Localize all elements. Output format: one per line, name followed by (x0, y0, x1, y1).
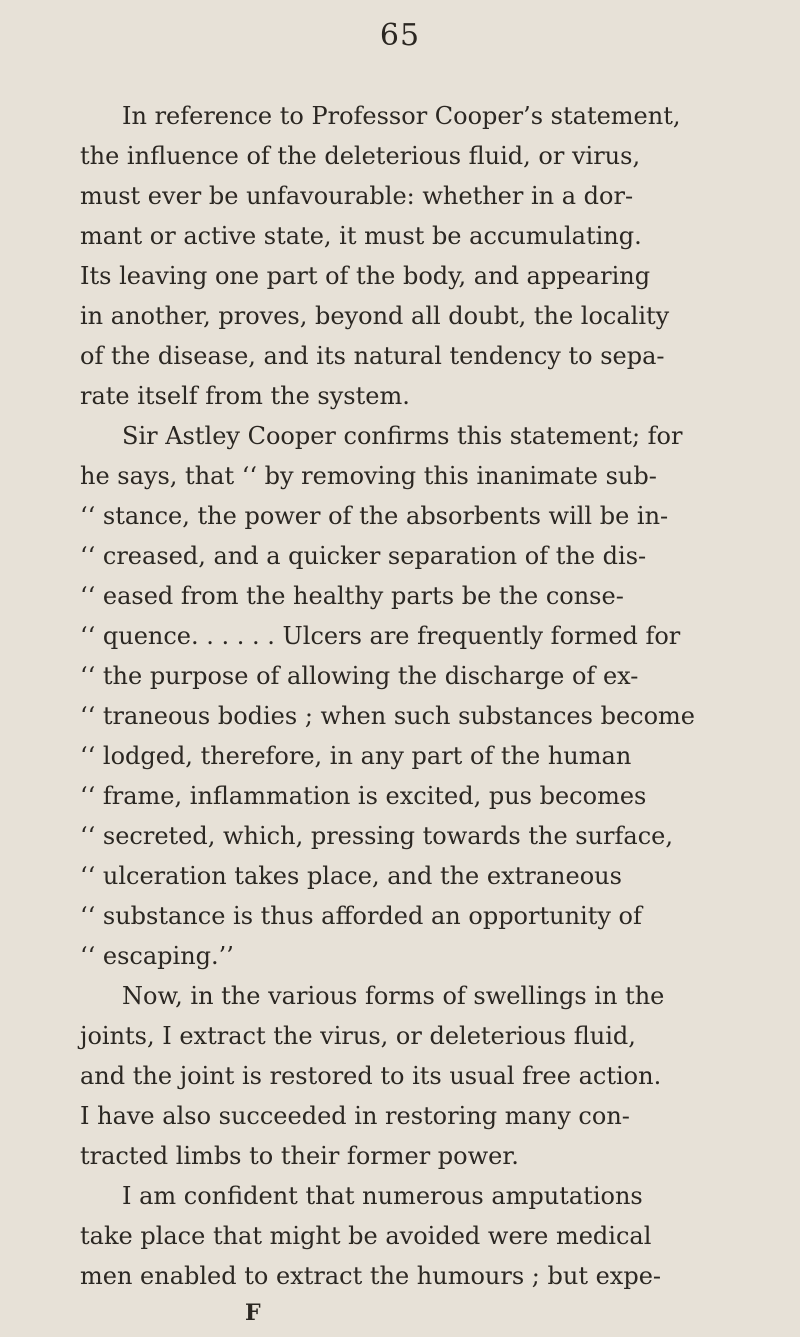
text-line-26: I have also succeeded in restoring many con- (80, 1102, 630, 1130)
text-line-18: ‘‘ frame, inflammation is excited, pus becomes (80, 782, 647, 810)
text-line-4: mant or active state, it must be accumulating. (80, 222, 642, 250)
text-line-24: joints, I extract the virus, or deleterious fluid, (80, 1022, 636, 1050)
text-line-28: I am confident that numerous amputations (122, 1182, 643, 1210)
text-line-14: ‘‘ quence. . . . . . Ulcers are frequently formed for (80, 622, 681, 650)
text-line-1: In reference to Professor Cooper’s statement, (122, 102, 681, 130)
text-line-19: ‘‘ secreted, which, pressing towards the surface, (80, 822, 673, 850)
text-line-6: in another, proves, beyond all doubt, the locality (80, 302, 670, 330)
signature-mark: F (245, 1300, 261, 1326)
text-line-12: ‘‘ creased, and a quicker separation of the dis- (80, 542, 647, 570)
text-line-8: rate itself from the system. (80, 382, 410, 410)
text-line-30: men enabled to extract the humours ; but expe- (80, 1262, 662, 1290)
text-line-22: ‘‘ escaping.’’ (80, 942, 234, 970)
text-line-9: Sir Astley Cooper confirms this statement; for (122, 422, 683, 450)
text-line-3: must ever be unfavourable: whether in a dor- (80, 182, 634, 210)
text-line-29: take place that might be avoided were medical (80, 1222, 652, 1250)
text-line-10: he says, that ‘‘ by removing this inanimate sub- (80, 462, 657, 490)
text-line-5: Its leaving one part of the body, and appearing (80, 262, 651, 290)
text-line-25: and the joint is restored to its usual free action. (80, 1062, 662, 1090)
text-line-27: tracted limbs to their former power. (80, 1142, 519, 1170)
text-line-11: ‘‘ stance, the power of the absorbents will be in- (80, 502, 669, 530)
text-line-20: ‘‘ ulceration takes place, and the extraneous (80, 862, 622, 890)
text-line-17: ‘‘ lodged, therefore, in any part of the human (80, 742, 632, 770)
text-line-23: Now, in the various forms of swellings in the (122, 982, 665, 1010)
page-number: 65 (379, 18, 421, 53)
text-line-16: ‘‘ traneous bodies ; when such substances become (80, 702, 695, 730)
text-line-13: ‘‘ eased from the healthy parts be the conse- (80, 582, 624, 610)
text-line-15: ‘‘ the purpose of allowing the discharge of ex- (80, 662, 639, 690)
text-line-7: of the disease, and its natural tendency to sepa- (80, 342, 665, 370)
text-line-21: ‘‘ substance is thus afforded an opportunity of (80, 902, 642, 930)
text-line-2: the influence of the deleterious fluid, or virus, (80, 142, 641, 170)
